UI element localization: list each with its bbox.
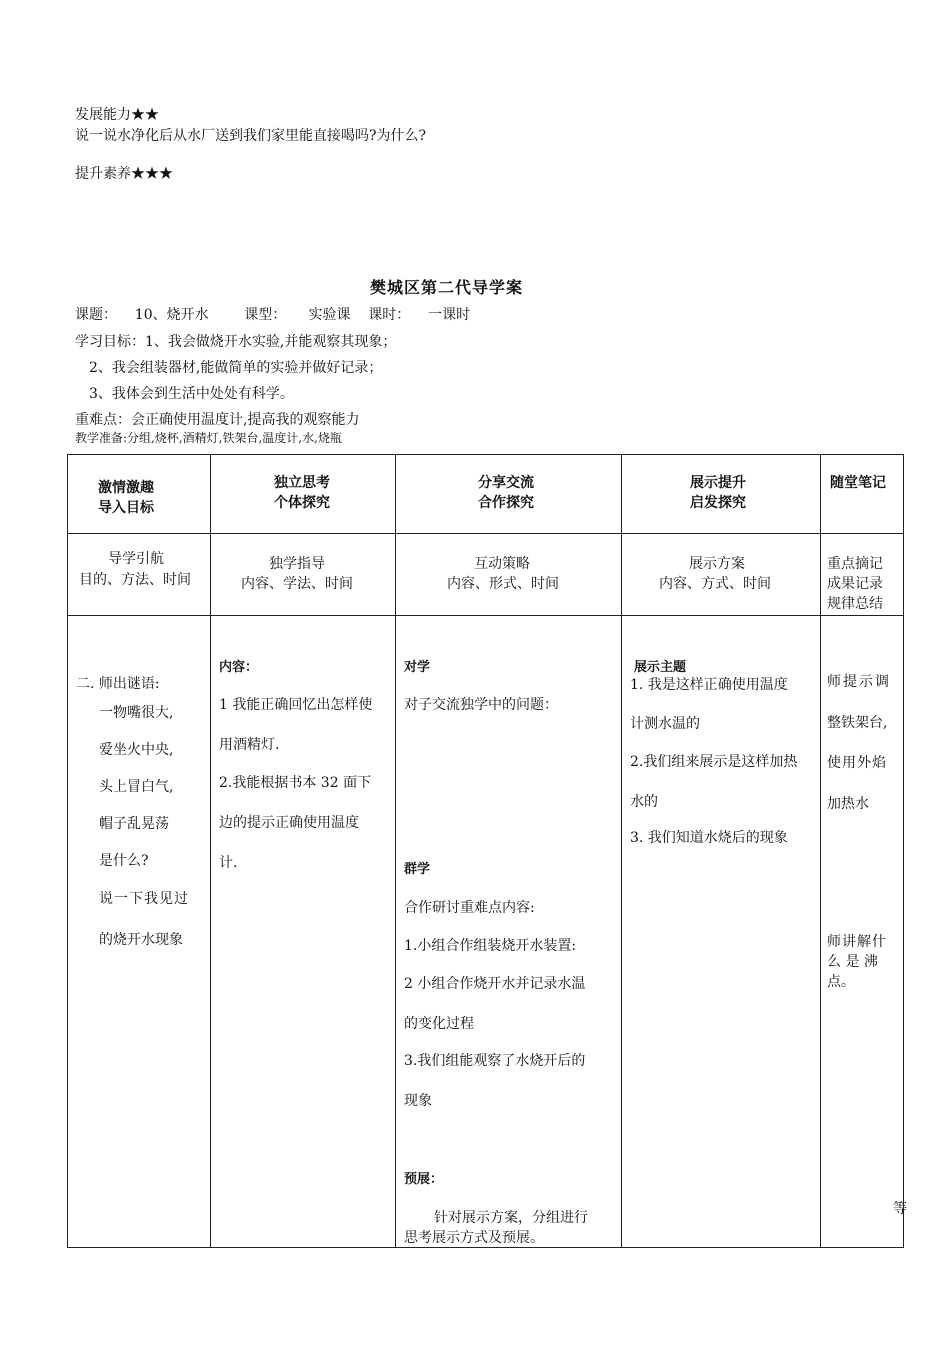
subheader-1-line2: 目的、方法、时间 [79,572,191,588]
header-4-line1: 展示提升 [690,475,746,491]
header-row [68,455,904,534]
subheader-1-line1: 导学引航 [108,551,164,567]
preview-line-2: 思考展示方式及预展。 [404,1230,544,1246]
header-cell-2 [211,455,396,534]
header-cell-1 [68,455,211,534]
note-a-line-4: 加热水 [827,796,869,812]
header-2-line2: 个体探究 [274,495,330,511]
header-cell-4 [622,455,821,534]
group-study-line-1: 合作研讨重难点内容: [404,900,535,916]
header-cell-3 [396,455,622,534]
subheader-5-line3: 规律总结 [827,596,883,612]
improve-literacy-label: 提升素养★★★ [75,166,173,182]
note-b-line-2: 么 是 沸 [827,954,878,970]
subheader-3-line2: 内容、形式、时间 [447,576,559,592]
header-2-line1: 独立思考 [274,475,330,491]
goal-1: 学习目标：1、我会做烧开水实验,并能观察其现象； [75,334,397,350]
group-study-line-2: 1.小组合作组装烧开水装置: [404,938,577,954]
content-line-5: 计. [219,855,238,871]
lesson-plan-table [67,454,907,1248]
note-a-line-2: 整铁架台, [827,715,888,731]
note-a-line-1: 师提示调 [827,674,891,690]
riddle-line-7: 说一下我见过 [99,891,189,907]
key-points: 重难点：会正确使用温度计,提高我的观察能力 [75,412,360,428]
content-line-2: 用酒精灯. [219,737,280,753]
content-cell-4 [622,616,821,1248]
subheader-5-line1: 重点摘记 [827,556,883,572]
page-title: 樊城区第二代导学案 [370,278,524,297]
riddle-line-3: 爱坐火中央, [99,742,174,758]
content-cell-3 [396,616,622,1248]
note-b-line-1: 师讲解什 [827,934,887,950]
content-cell-1 [68,616,211,1248]
display-line-3: 2.我们组来展示是这样加热 [630,754,798,770]
subheader-2-line1: 独学指导 [269,556,325,572]
header-3-line1: 分享交流 [478,475,534,491]
subheader-5-line2: 成果记录 [827,576,883,592]
pair-study-text: 对子交流独学中的问题： [404,697,558,713]
group-study-line-3: 2 小组合作烧开水并记录水温 [404,976,586,992]
subheader-row [68,534,904,616]
header-5-line1: 随堂笔记 [830,475,886,491]
subheader-4-line1: 展示方案 [689,556,745,572]
display-line-4: 水的 [630,794,658,810]
group-study-line-5: 3.我们组能观察了水烧开后的 [404,1053,586,1069]
subheader-4-line2: 内容、方式、时间 [659,576,771,592]
content-cell-5 [821,616,907,1248]
riddle-line-5: 帽子乱晃荡 [99,816,169,832]
display-line-5: 3. 我们知道水烧后的现象 [630,830,788,846]
display-theme-heading: 展示主题 [634,660,687,675]
riddle-line-4: 头上冒白气, [99,779,174,795]
subheader-cell-4 [622,534,821,616]
goal-3: 3、我体会到生活中处处有科学。 [89,386,294,402]
goal-2: 2、我会组装器材,能做简单的实验并做好记录； [89,360,383,376]
content-cell-2 [211,616,396,1248]
content-line-4: 边的提示正确使用温度 [219,815,359,831]
subheader-3-line1: 互动策略 [474,556,530,572]
subheader-cell-1 [68,534,211,616]
group-study-line-4: 的变化过程 [404,1016,474,1032]
content-line-1: 1 我能正确回忆出怎样使 [219,697,373,713]
riddle-line-2: 一物嘴很大, [99,705,174,721]
group-study-line-6: 现象 [404,1093,432,1109]
header-cell-5 [821,455,904,534]
teaching-prep: 教学准备:分组,烧杯,酒精灯,铁架台,温度计,水,烧瓶 [75,431,342,445]
note-b-line-3: 点。 [827,974,855,990]
develop-ability-label: 发展能力★★ [75,107,159,123]
subheader-cell-3 [396,534,622,616]
content-heading: 内容： [219,660,259,675]
display-line-2: 计测水温的 [630,716,700,732]
note-a-line-3: 使用外焰 [827,755,887,771]
subheader-2-line2: 内容、学法、时间 [241,576,353,592]
riddle-line-6: 是什么? [99,853,149,869]
header-4-line2: 启发探究 [690,495,746,511]
subheader-cell-5 [821,534,904,616]
subheader-cell-2 [211,534,396,616]
content-row [68,616,904,1248]
topic-line: 课题： 10、烧开水 课型： 实验课 课时： 一课时 [75,307,471,323]
preview-line-1: 针对展示方案，分组进行 [434,1210,588,1226]
preview-heading: 预展： [404,1172,444,1187]
display-line-1: 1. 我是这样正确使用温度 [630,677,788,693]
develop-question: 说一说水净化后从水厂送到我们家里能直接喝吗?为什么? [75,128,427,144]
header-3-line2: 合作探究 [478,495,534,511]
riddle-line-1: 二. 师出谜语: [76,676,160,692]
riddle-line-8: 的烧开水现象 [99,932,183,948]
header-1-line2: 导入目标 [98,500,154,516]
pair-study-heading: 对学 [404,660,431,675]
content-line-3: 2.我能根据书本 32 面下 [219,775,372,791]
note-trailing: 等 [893,1201,907,1217]
group-study-heading: 群学 [404,862,431,877]
header-1-line1: 激情激趣 [98,480,154,496]
